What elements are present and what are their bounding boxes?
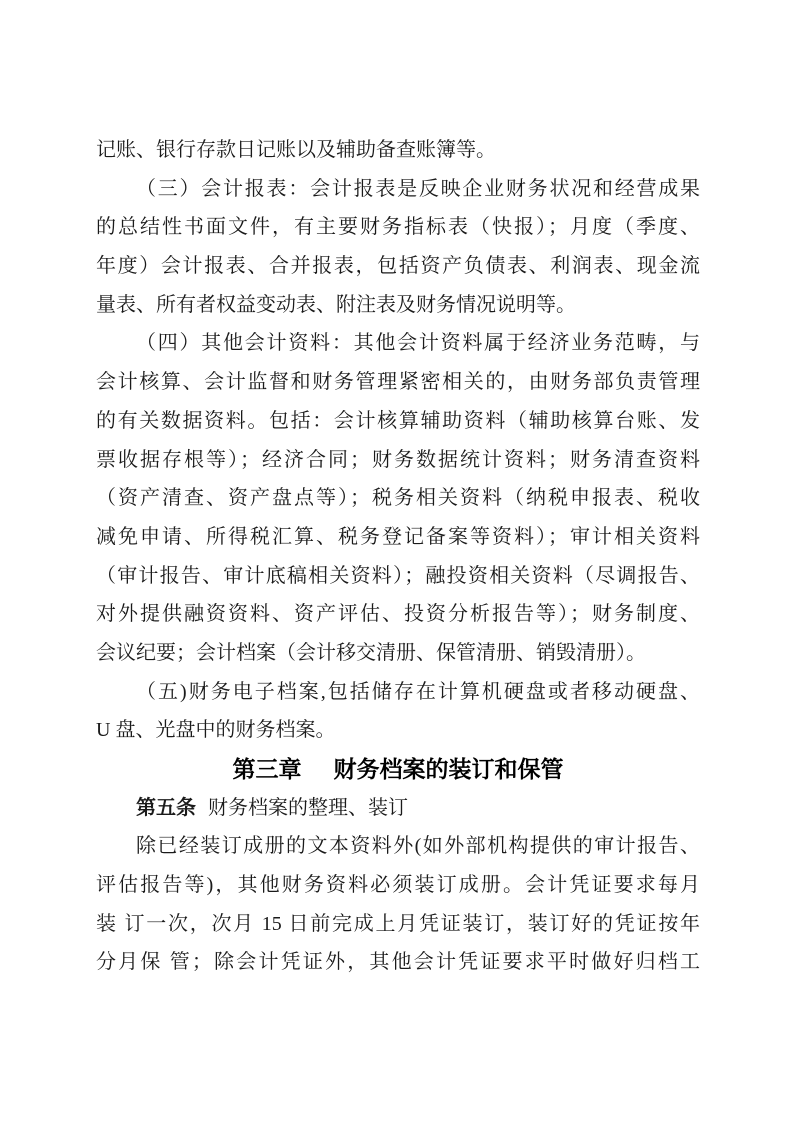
text-line: U 盘、光盘中的财务档案。 — [96, 719, 336, 742]
text-line: 减免申请、所得税汇算、税务登记备案等资料）；审计相关资料 — [96, 525, 700, 548]
text-line: 对外提供融资资料、资产评估、投资分析报告等）；财务制度、 — [96, 603, 700, 626]
text-line: 年度）会计报表、合并报表，包括资产负债表、利润表、现金流 — [96, 255, 700, 278]
text-line: 装 订一次，次月 15 日前完成上月凭证装订，装订好的凭证按年 — [96, 912, 700, 935]
document-text-block — [96, 131, 700, 982]
clause-number: 第五条 — [136, 796, 196, 819]
chapter-heading — [96, 750, 700, 789]
text-line: 分月保 管；除会计凭证外，其他会计凭证要求平时做好归档工 — [96, 951, 700, 974]
text-line: 的总结性书面文件，有主要财务指标表（快报）；月度（季度、 — [96, 216, 700, 239]
text-line: 会计核算、会计监督和财务管理紧密相关的，由财务部负责管理 — [96, 371, 700, 394]
text-line: （五)财务电子档案,包括储存在计算机硬盘或者移动硬盘、 — [136, 680, 700, 703]
text-line: 除已经装订成册的文本资料外(如外部机构提供的审计报告、 — [136, 835, 700, 858]
text-line: 会议纪要；会计档案（会计移交清册、保管清册、销毁清册）。 — [96, 641, 646, 664]
text-line: （资产清查、资产盘点等）；税务相关资料（纳税申报表、税收 — [96, 487, 700, 510]
clause-heading — [96, 789, 700, 828]
clause-title: 财务档案的整理、装订 — [208, 796, 408, 819]
text-line: （审计报告、审计底稿相关资料）；融投资相关资料（尽调报告、 — [96, 564, 700, 587]
text-line: 记账、银行存款日记账以及辅助备查账簿等。 — [96, 139, 496, 161]
text-line: （四）其他会计资料：其他会计资料属于经济业务范畴，与 — [136, 332, 700, 355]
text-line: 的有关数据资料。包括：会计核算辅助资料（辅助核算台账、发 — [96, 409, 700, 432]
chapter-number: 第三章 — [232, 756, 302, 782]
chapter-title: 财务档案的装订和保管 — [333, 756, 564, 782]
text-line: 量表、所有者权益变动表、附注表及财务情况说明等。 — [96, 293, 576, 316]
text-line: 票收据存根等）；经济合同；财务数据统计资料；财务清查资料 — [96, 448, 700, 471]
text-line: （三）会计报表：会计报表是反映企业财务状况和经营成果 — [136, 177, 700, 200]
text-line: 评估报告等)，其他财务资料必须装订成册。会计凭证要求每月 — [96, 874, 700, 897]
